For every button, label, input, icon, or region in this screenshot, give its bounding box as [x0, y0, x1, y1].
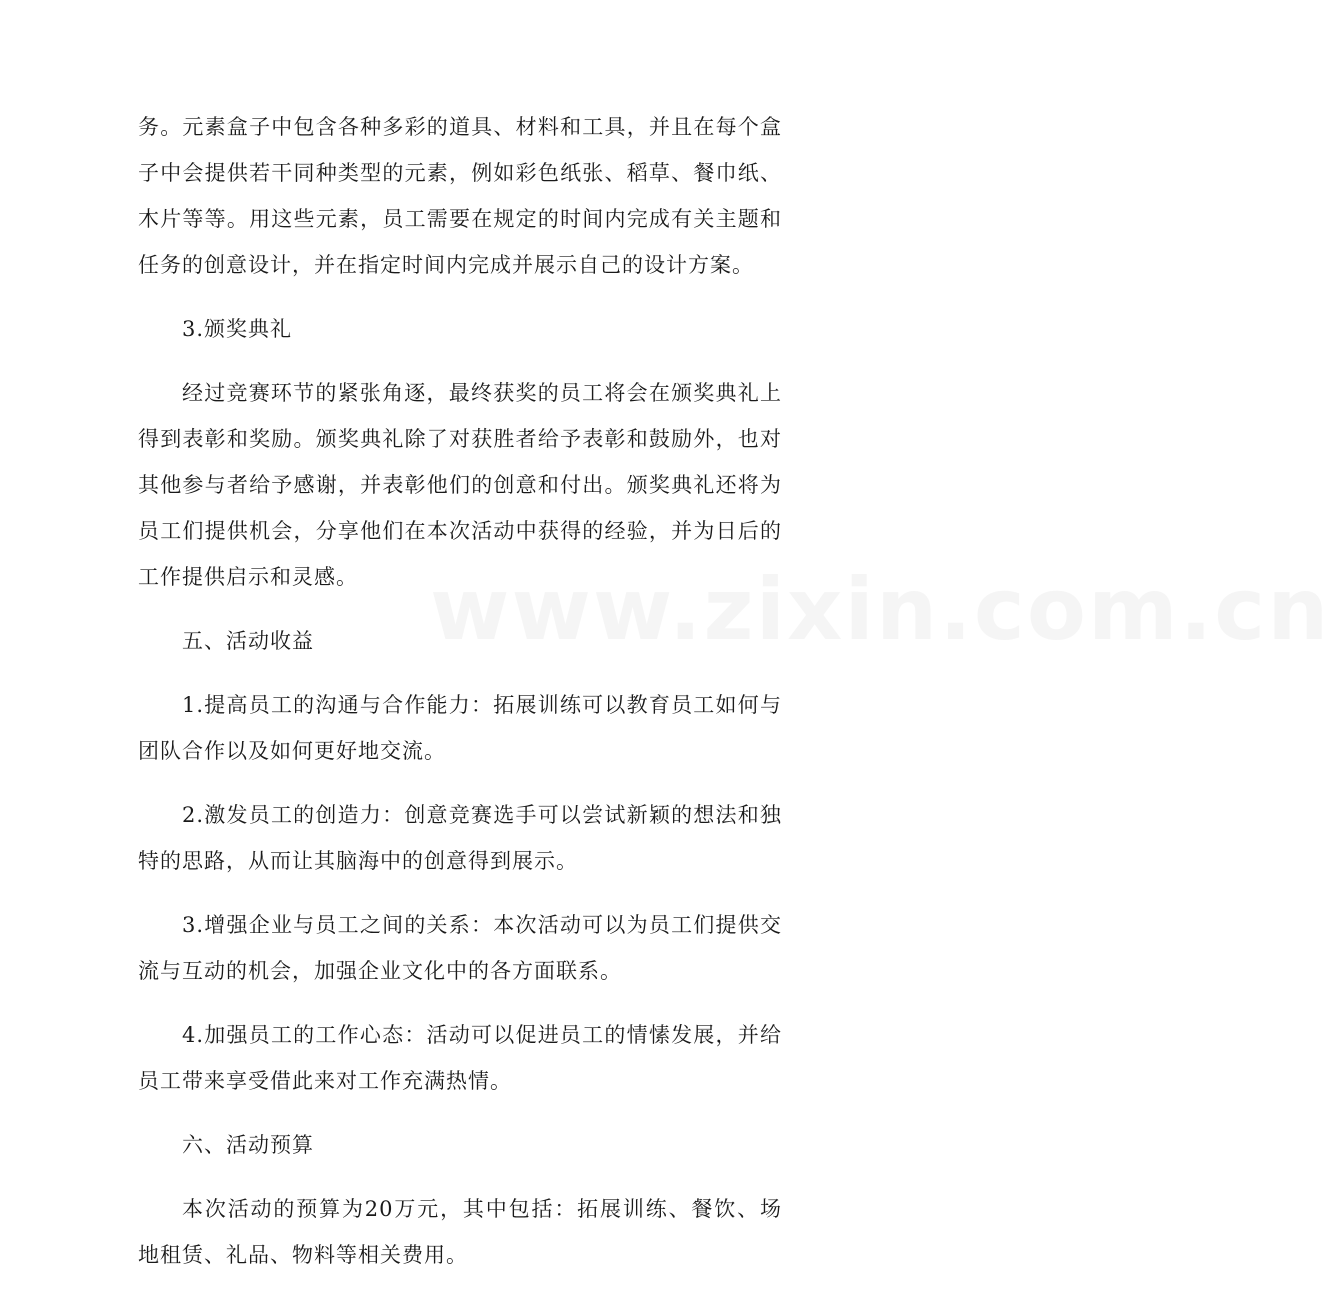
paragraph-benefit-2: 2.激发员工的创造力：创意竞赛选手可以尝试新颖的想法和独特的思路，从而让其脑海中的创意得到展示。	[138, 803, 782, 873]
heading-award-ceremony: 3.颁奖典礼	[182, 317, 293, 341]
heading-activity-budget: 六、活动预算	[182, 1133, 314, 1157]
heading-activity-benefits: 五、活动收益	[182, 629, 314, 653]
paragraph-budget: 本次活动的预算为20万元，其中包括：拓展训练、餐饮、场地租赁、礼品、物料等相关费用。	[138, 1197, 782, 1267]
paragraph-benefit-3: 3.增强企业与员工之间的关系：本次活动可以为员工们提供交流与互动的机会，加强企业文化中的各方面联系。	[138, 913, 782, 983]
paragraph-benefit-4: 4.加强员工的工作心态：活动可以促进员工的情愫发展，并给员工带来享受借此来对工作充满热情。	[138, 1023, 782, 1093]
document-body	[138, 104, 782, 1278]
paragraph-continued-task: 务。元素盒子中包含各种多彩的道具、材料和工具，并且在每个盒子中会提供若干同种类型的元素，例如彩色纸张、稻草、餐巾纸、木片等等。用这些元素，员工需要在规定的时间内完成有关主题和任务的创意设计，并在指定时间内完成并展示自己的设计方案。	[138, 115, 782, 277]
paragraph-benefit-1: 1.提高员工的沟通与合作能力：拓展训练可以教育员工如何与团队合作以及如何更好地交流。	[138, 693, 782, 763]
paragraph-award-ceremony: 经过竞赛环节的紧张角逐，最终获奖的员工将会在颁奖典礼上得到表彰和奖励。颁奖典礼除了对获胜者给予表彰和鼓励外，也对其他参与者给予感谢，并表彰他们的创意和付出。颁奖典礼还将为员工们提供机会，分享他们在本次活动中获得的经验，并为日后的工作提供启示和灵感。	[138, 381, 782, 589]
watermark-text: www.zixin.com.cn	[430, 560, 1330, 660]
